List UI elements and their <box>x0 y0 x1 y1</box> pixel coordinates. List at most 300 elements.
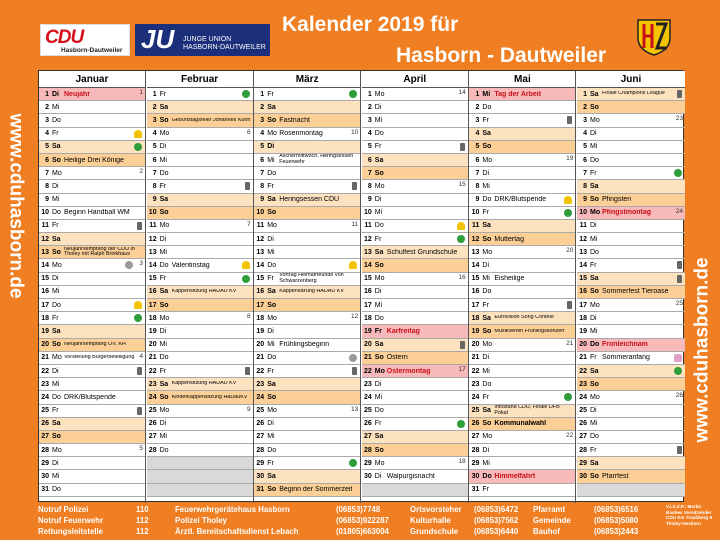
day-row <box>362 259 468 272</box>
trash-bin-icon <box>137 407 142 415</box>
day-number: 10 <box>256 209 265 217</box>
day-number: 22 <box>41 367 49 375</box>
day-row <box>469 207 575 220</box>
day-row <box>254 325 360 338</box>
month-column <box>39 71 146 503</box>
day-number: 18 <box>256 314 265 322</box>
weekday: So <box>374 354 384 362</box>
weekday: Mo <box>482 248 493 256</box>
weekday: Do <box>267 169 277 177</box>
day-number: 4 <box>45 130 49 138</box>
month-column <box>362 71 469 503</box>
weekday: Do <box>374 130 384 138</box>
trash-bin-icon <box>245 182 250 190</box>
recycling-icon <box>674 169 682 177</box>
day-number: 30 <box>471 473 480 481</box>
day-row <box>577 220 685 233</box>
weekday: Di <box>267 235 274 243</box>
day-row <box>254 299 360 312</box>
week-number: 26 <box>675 392 683 400</box>
day-number: 18 <box>471 314 480 322</box>
day-row <box>577 457 685 470</box>
weekday: Di <box>52 275 59 283</box>
full-moon-icon <box>349 354 357 362</box>
day-number: 24 <box>148 393 157 401</box>
day-number: 15 <box>471 275 480 283</box>
event-text: Valentinstag <box>171 262 210 270</box>
day-number: 26 <box>471 420 480 428</box>
day-number: 18 <box>41 314 49 322</box>
weekday: So <box>590 196 599 204</box>
weekday: Do <box>482 103 492 111</box>
day-row <box>147 154 253 167</box>
day-number: 22 <box>364 367 372 375</box>
event-text: Kappensitzung HADAU KV <box>279 289 344 294</box>
day-number: 12 <box>579 235 587 243</box>
day-number: 23 <box>364 380 372 388</box>
day-number: 10 <box>41 209 49 217</box>
day-row <box>469 128 575 141</box>
recycling-icon <box>134 314 142 322</box>
week-number: 12 <box>350 313 359 321</box>
day-number: 26 <box>148 420 157 428</box>
day-row <box>39 141 145 154</box>
weekday: Do <box>482 196 492 204</box>
day-row <box>147 431 253 444</box>
day-row <box>147 220 253 233</box>
day-row <box>362 352 468 365</box>
day-row <box>39 470 145 483</box>
weekday: Sa <box>52 420 61 428</box>
month-header: Februar <box>147 71 253 88</box>
weekday: So <box>159 393 169 401</box>
empty-day-cell <box>577 484 685 497</box>
weekday: Do <box>267 262 277 270</box>
week-number: 2 <box>139 168 143 176</box>
week-number: 4 <box>139 352 143 360</box>
weekday: Di <box>590 130 597 138</box>
full-moon-icon <box>125 261 133 269</box>
day-number: 30 <box>41 473 49 481</box>
event-text: Fastnacht <box>279 116 310 124</box>
weekday: Fr <box>267 275 274 283</box>
day-row <box>577 88 685 101</box>
weekday: Mi <box>159 156 167 164</box>
weekday: Di <box>52 90 59 98</box>
weekday: So <box>267 393 277 401</box>
weekday: Mo <box>159 407 170 415</box>
day-row <box>362 418 468 431</box>
day-row <box>577 246 685 259</box>
day-row <box>254 233 360 246</box>
day-row <box>362 444 468 457</box>
day-row <box>577 167 685 180</box>
weekday: Di <box>482 354 490 362</box>
day-number: 28 <box>148 446 157 454</box>
recycling-icon <box>457 235 465 243</box>
day-number: 21 <box>364 354 372 362</box>
day-number: 17 <box>148 301 157 309</box>
weekday: Sa <box>590 367 599 375</box>
day-row <box>469 233 575 246</box>
page-title-line2: Hasborn - Dautweiler <box>396 44 607 67</box>
day-row <box>577 259 685 272</box>
recycling-icon <box>564 393 572 401</box>
weekday: Fr <box>52 407 59 415</box>
week-number: 13 <box>350 405 359 413</box>
week-number: 23 <box>675 115 683 123</box>
trash-bin-icon <box>677 446 682 454</box>
weekday: Sa <box>52 143 61 151</box>
day-number: 9 <box>45 196 49 204</box>
event-text: Neujahr <box>64 90 91 98</box>
weekday: Do <box>590 433 599 441</box>
event-text: Ostermontag <box>386 367 431 375</box>
weekday: Fr <box>482 301 489 309</box>
footer-col1: Notruf Polizei Notruf Feuerwehr Rettungsleitstelle <box>38 505 103 536</box>
weekday: Fr <box>159 90 167 98</box>
day-number: 16 <box>579 288 587 296</box>
weekday: Sa <box>267 103 276 111</box>
weekday: Mi <box>590 327 598 335</box>
day-row <box>362 299 468 312</box>
day-number: 24 <box>471 393 480 401</box>
day-number: 8 <box>475 182 480 190</box>
day-number: 12 <box>364 235 372 243</box>
day-row <box>254 431 360 444</box>
weekday: Di <box>374 196 382 204</box>
day-row <box>362 378 468 391</box>
day-number: 30 <box>579 473 587 481</box>
weekday: Mo <box>159 314 170 322</box>
weekday: Sa <box>374 156 384 164</box>
weekday: Mo <box>267 130 277 138</box>
day-number: 25 <box>471 407 480 415</box>
cdu-logo <box>40 24 130 56</box>
day-row <box>362 273 468 286</box>
day-row <box>254 470 360 483</box>
event-text: Kinderkappensitzung HaDauKV <box>171 394 248 400</box>
month-header: Juni <box>577 71 685 88</box>
month-header: April <box>362 71 468 88</box>
week-number: 10 <box>350 128 359 136</box>
day-row <box>39 339 145 352</box>
day-row <box>254 418 360 431</box>
day-row <box>254 365 360 378</box>
trash-bin-icon <box>567 116 572 124</box>
day-number: 22 <box>256 367 265 375</box>
day-number: 31 <box>471 486 480 494</box>
recycling-icon <box>349 90 357 98</box>
day-row <box>362 220 468 233</box>
day-row <box>39 259 145 272</box>
day-number: 15 <box>41 275 49 283</box>
day-row <box>39 207 145 220</box>
day-row <box>39 128 145 141</box>
event-text: Walpurgisnacht <box>386 473 435 481</box>
event-text: Karfreitag <box>386 327 420 335</box>
weekday: Fr <box>52 314 59 322</box>
day-row <box>469 299 575 312</box>
event-text: Neujahrsempfang OV, KH <box>64 341 126 347</box>
day-row <box>469 457 575 470</box>
weekday: Sa <box>590 275 599 283</box>
day-number: 20 <box>41 341 49 349</box>
day-row <box>39 114 145 127</box>
weekday: Di <box>590 407 597 415</box>
weekday: Sa <box>159 103 169 111</box>
ju-logo <box>135 24 270 56</box>
weekday: Do <box>590 248 599 256</box>
day-row <box>362 470 468 483</box>
week-number: 7 <box>246 220 251 228</box>
day-number: 1 <box>152 90 157 98</box>
weekday: Di <box>374 473 382 481</box>
day-row <box>39 180 145 193</box>
weekday: Fr <box>159 275 167 283</box>
weekday: Sa <box>267 380 276 388</box>
weekday: Mo <box>159 130 170 138</box>
day-row <box>147 418 253 431</box>
weekday: Mo <box>590 301 600 309</box>
weekday: Fr <box>374 420 382 428</box>
weekday: Mi <box>52 473 60 481</box>
weekday: Sa <box>267 288 276 296</box>
marker-icon <box>674 354 682 362</box>
day-row <box>254 444 360 457</box>
day-number: 16 <box>148 288 157 296</box>
day-row <box>39 378 145 391</box>
month-column <box>147 71 254 503</box>
weekday: Mi <box>590 420 598 428</box>
day-number: 22 <box>579 367 587 375</box>
day-number: 11 <box>149 222 157 230</box>
day-row <box>147 259 253 272</box>
day-number: 6 <box>367 156 372 164</box>
day-row <box>147 88 253 101</box>
day-row <box>147 444 253 457</box>
footer-col7: Pfarramt Gemeinde Bauhof <box>533 505 571 536</box>
day-row <box>362 167 468 180</box>
day-number: 27 <box>256 433 265 441</box>
day-row <box>147 273 253 286</box>
trash-bin-icon <box>460 341 465 349</box>
bell-icon <box>564 196 572 204</box>
day-row <box>39 431 145 444</box>
trash-bin-icon <box>677 261 682 269</box>
week-number: 3 <box>139 260 143 268</box>
day-row <box>254 352 360 365</box>
weekday: So <box>590 103 599 111</box>
week-number: 17 <box>458 365 466 373</box>
day-number: 25 <box>41 407 49 415</box>
weekday: Mo <box>482 156 493 164</box>
day-row <box>39 418 145 431</box>
event-text: Beginn der Sommerzeit <box>279 486 353 494</box>
day-number: 17 <box>256 301 265 309</box>
day-row <box>577 444 685 457</box>
weekday: Sa <box>374 341 384 349</box>
event-text: Kappensitzung HADAU KV <box>171 289 237 294</box>
day-number: 13 <box>41 248 49 256</box>
day-row <box>469 141 575 154</box>
weekday: So <box>52 341 61 349</box>
day-row <box>362 128 468 141</box>
day-row <box>577 405 685 418</box>
weekday: Do <box>52 486 61 494</box>
day-number: 9 <box>583 196 587 204</box>
day-row <box>362 141 468 154</box>
day-row <box>362 286 468 299</box>
weekday: So <box>482 327 492 335</box>
day-number: 7 <box>260 169 265 177</box>
day-row <box>469 352 575 365</box>
weekday: Do <box>159 169 169 177</box>
weekday: Di <box>267 420 274 428</box>
event-text: Pfarrfest <box>602 473 629 481</box>
weekday: Di <box>159 327 167 335</box>
month-header: Januar <box>39 71 145 88</box>
day-number: 4 <box>260 130 265 138</box>
day-row <box>39 484 145 497</box>
day-number: 9 <box>475 196 480 204</box>
day-number: 29 <box>256 459 265 467</box>
day-row <box>147 312 253 325</box>
day-number: 3 <box>583 116 587 124</box>
day-row <box>469 431 575 444</box>
day-row <box>147 180 253 193</box>
weekday: Di <box>267 327 274 335</box>
weekday: Do <box>267 354 277 362</box>
day-row <box>469 101 575 114</box>
day-number: 17 <box>41 301 49 309</box>
weekday: Mo <box>267 222 277 230</box>
day-number: 10 <box>579 209 587 217</box>
day-number: 6 <box>475 156 480 164</box>
weekday: Sa <box>52 235 61 243</box>
weekday: So <box>267 301 277 309</box>
event-text: Ostern <box>386 354 408 362</box>
day-number: 19 <box>471 327 480 335</box>
day-number: 3 <box>475 116 480 124</box>
day-number: 30 <box>364 473 372 481</box>
weekday: Sa <box>159 196 169 204</box>
trash-bin-icon <box>677 90 682 98</box>
day-row <box>577 365 685 378</box>
day-number: 31 <box>41 486 49 494</box>
weekday: Di <box>374 288 382 296</box>
day-number: 5 <box>152 143 157 151</box>
weekday: Mi <box>590 235 598 243</box>
day-number: 5 <box>583 143 587 151</box>
day-number: 11 <box>579 222 587 230</box>
weekday: So <box>159 301 169 309</box>
bell-icon <box>457 222 465 230</box>
day-row <box>39 299 145 312</box>
weekday: Di <box>482 446 490 454</box>
day-number: 24 <box>579 393 587 401</box>
footer-col4: (06853)7748 (06853)922287 (01805)663004 <box>336 505 389 536</box>
weekday: Fr <box>52 222 59 230</box>
weekday: Di <box>374 103 382 111</box>
weekday: Di <box>590 222 597 230</box>
day-row <box>39 194 145 207</box>
day-row <box>577 391 685 404</box>
weekday: Sa <box>374 248 384 256</box>
weekday: Do <box>52 301 61 309</box>
day-number: 2 <box>475 103 480 111</box>
weekday: Mi <box>374 209 383 217</box>
weekday: Mi <box>590 143 598 151</box>
footer-col2: 110 112 112 <box>136 505 149 536</box>
day-number: 19 <box>148 327 157 335</box>
day-number: 3 <box>367 116 372 124</box>
weekday: Fr <box>482 116 489 124</box>
weekday: Do <box>374 222 384 230</box>
day-row <box>254 312 360 325</box>
empty-day-cell <box>147 457 253 470</box>
day-number: 19 <box>579 327 587 335</box>
bell-icon <box>242 261 250 269</box>
event-text: Aschermittwoch, Heringsessen Feuerwehr <box>279 154 354 166</box>
day-number: 21 <box>256 354 265 362</box>
weekday: Mo <box>374 459 385 467</box>
weekday: Fr <box>590 169 597 177</box>
weekday: Mi <box>482 182 490 190</box>
empty-day-cell <box>362 484 468 497</box>
empty-day-cell <box>147 470 253 483</box>
month-header: Mai <box>469 71 575 88</box>
day-row <box>469 365 575 378</box>
day-number: 13 <box>256 248 265 256</box>
event-text: Kappensitzung HADAU KV <box>171 381 237 387</box>
day-row <box>362 114 468 127</box>
day-row <box>362 101 468 114</box>
day-row <box>362 325 468 338</box>
day-row <box>469 273 575 286</box>
day-number: 15 <box>364 275 372 283</box>
day-number: 28 <box>256 446 265 454</box>
day-row <box>39 405 145 418</box>
day-row <box>362 88 468 101</box>
weekday: Sa <box>482 130 491 138</box>
day-number: 7 <box>152 169 157 177</box>
event-text: DRK/Blutspende <box>64 393 116 401</box>
week-number: 24 <box>675 207 683 215</box>
weekday: Sa <box>159 288 169 296</box>
day-number: 3 <box>152 116 157 124</box>
event-text: Pfingsten <box>602 196 632 204</box>
day-number: 19 <box>41 327 49 335</box>
day-number: 18 <box>148 314 157 322</box>
footer-col3: Feuerwehrgerätehaus Hasborn Polizei Tholey Ärztl. Bereitschaftsdienst Lebach <box>175 505 299 536</box>
day-number: 29 <box>471 459 480 467</box>
day-number: 3 <box>260 116 265 124</box>
event-text: Muttertag <box>494 235 524 243</box>
day-number: 12 <box>256 235 265 243</box>
weekday: So <box>374 262 384 270</box>
weekday: Fr <box>482 393 489 401</box>
weekday: Do <box>590 156 599 164</box>
week-number: 25 <box>675 300 683 307</box>
day-number: 27 <box>364 433 372 441</box>
ju-logo-text: JU <box>141 24 175 54</box>
weekday: Mi <box>52 288 60 296</box>
recycling-icon <box>134 143 142 151</box>
weekday: Sa <box>159 380 169 388</box>
day-row <box>577 194 685 207</box>
day-row <box>39 312 145 325</box>
